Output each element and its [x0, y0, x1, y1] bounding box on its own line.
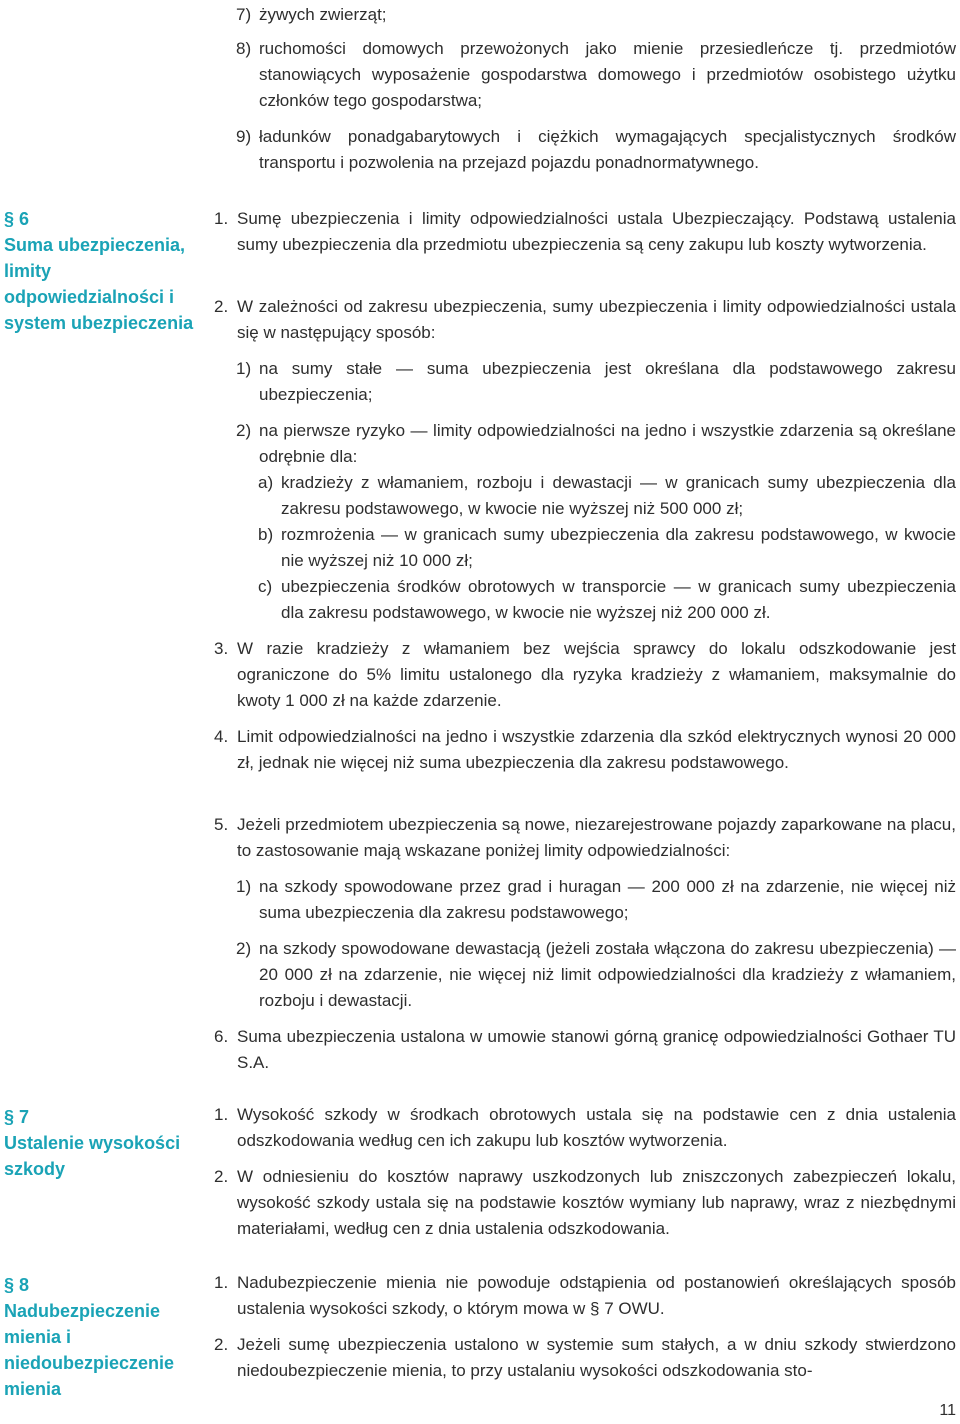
item-number: 1) [236, 877, 252, 896]
section-6-heading [4, 206, 204, 336]
list-item-6-2-1 [236, 356, 956, 408]
paragraph-8-1 [214, 1270, 956, 1322]
page-number: 11 [939, 1402, 956, 1419]
item-text: na szkody spowodowane dewastacją (jeżeli została włączona do zakresu ubezpieczenia) — 20 000 zł na zdarzenie, nie więcej niż limit odpowiedzialności dla kradzieży z włamaniem, rozboju i dewastacji. [259, 939, 956, 1010]
section-number: § 6 [4, 209, 30, 229]
item-text: na pierwsze ryzyko — limity odpowiedzialności na jedno i wszystkie zdarzenia są określane odrębnie dla: [259, 421, 956, 466]
paragraph-text: Jeżeli przedmiotem ubezpieczenia są nowe, niezarejestrowane pojazdy zaparkowane na placu, to zastosowanie mają wskazane poniżej limity odpowiedzialności: [237, 815, 956, 860]
paragraph-7-2 [214, 1164, 956, 1242]
item-text: ładunków ponadgabarytowych i ciężkich wymagających specjalistycznych środków transportu i pozwolenia na przejazd pojazdu ponadnormatywnego. [259, 127, 956, 172]
item-number: 2) [236, 939, 252, 958]
paragraph-text: Limit odpowiedzialności na jedno i wszystkie zdarzenia dla szkód elektrycznych wynosi 20 000 zł, jednak nie więcej niż suma ubezpieczenia dla zakresu podstawowego. [237, 727, 956, 772]
item-text: kradzieży z włamaniem, rozboju i dewastacji — w granicach sumy ubezpieczenia dla zakresu podstawowego, w kwocie nie wyższej niż 500 000 zł; [281, 473, 956, 518]
paragraph-6-1 [214, 206, 956, 258]
paragraph-number: 3. [214, 639, 229, 658]
item-letter: a) [258, 473, 274, 492]
section-number: § 7 [4, 1107, 30, 1127]
paragraph-text: Wysokość szkody w środkach obrotowych ustala się na podstawie cen z dnia ustalenia odszkodowania według cen ich zakupu lub kosztów wytworzenia. [237, 1105, 956, 1150]
paragraph-text: W odniesieniu do kosztów naprawy uszkodzonych lub zniszczonych zabezpieczeń lokalu, wysokość szkody ustala się na podstawie kosztów wymiany lub naprawy, wraz z niezbędnymi materiałami, według cen z dnia ustalenia odszkodowania. [237, 1167, 956, 1238]
list-item-6-2-2-b [258, 522, 956, 574]
item-number: 1) [236, 359, 252, 378]
paragraph-number: 4. [214, 727, 229, 746]
paragraph-text: Sumę ubezpieczenia i limity odpowiedzialności ustala Ubezpieczający. Podstawą ustalenia sumy ubezpieczenia dla przedmiotu ubezpieczenia są ceny zakupu lub koszty wytworzenia. [237, 209, 956, 254]
item-number: 7) [236, 5, 252, 24]
list-item-6-2-2-a [258, 470, 956, 522]
paragraph-6-3 [214, 636, 956, 714]
paragraph-7-1 [214, 1102, 956, 1154]
section-title: Ustalenie wysokości szkody [4, 1133, 181, 1179]
paragraph-text: Suma ubezpieczenia ustalona w umowie stanowi górną granicę odpowiedzialności Gothaer TU S.A. [237, 1027, 956, 1072]
paragraph-number: 6. [214, 1027, 229, 1046]
section-title: Nadubezpieczenie mienia i niedoubezpieczenie mienia [4, 1301, 175, 1399]
paragraph-text: Jeżeli sumę ubezpieczenia ustalono w systemie sum stałych, a w dniu szkody stwierdzono niedoubezpieczenie mienia, to przy ustalaniu wysokości odszkodowania sto- [237, 1335, 956, 1380]
list-item-6-5-1 [236, 874, 956, 926]
paragraph-number: 2. [214, 1335, 229, 1354]
item-text: ubezpieczenia środków obrotowych w transporcie — w granicach sumy ubezpieczenia dla zakresu podstawowego, w kwocie nie wyższej niż 200 000 zł. [281, 577, 956, 622]
list-item-7 [236, 2, 956, 28]
paragraph-number: 2. [214, 297, 229, 316]
list-item-6-2-2-c [258, 574, 956, 626]
item-text: ruchomości domowych przewożonych jako mienie przesiedleńcze tj. przedmiotów stanowiących wyposażenie gospodarstwa domowego i przedmiotów osobistego użytku członków tego gospodarstwa; [259, 39, 956, 110]
item-letter: b) [258, 525, 274, 544]
item-text: na sumy stałe — suma ubezpieczenia jest określana dla podstawowego zakresu ubezpieczenia; [259, 359, 956, 404]
paragraph-6-2 [214, 294, 956, 346]
section-title: Suma ubezpieczenia, limity odpowiedzialności i system ubezpieczenia [4, 235, 194, 333]
section-7-heading [4, 1104, 204, 1182]
paragraph-text: W zależności od zakresu ubezpieczenia, sumy ubezpieczenia i limity odpowiedzialności ustala się w następujący sposób: [237, 297, 956, 342]
list-item-6-5-2 [236, 936, 956, 1014]
item-letter: c) [258, 577, 273, 596]
paragraph-number: 1. [214, 1105, 229, 1124]
item-text: na szkody spowodowane przez grad i huragan — 200 000 zł na zdarzenie, nie więcej niż suma ubezpieczenia dla zakresu podstawowego; [259, 877, 956, 922]
item-text: rozmrożenia — w granicach sumy ubezpieczenia dla zakresu podstawowego, w kwocie nie wyższej niż 10 000 zł; [281, 525, 956, 570]
paragraph-text: Nadubezpieczenie mienia nie powoduje odstąpienia od postanowień określających sposób ustalenia wysokości szkody, o którym mowa w § 7 OWU. [237, 1273, 956, 1318]
paragraph-6-4 [214, 724, 956, 776]
item-number: 9) [236, 127, 252, 146]
list-item-6-2-2 [236, 418, 956, 470]
item-text: żywych zwierząt; [259, 5, 387, 24]
list-item-8 [236, 36, 956, 114]
section-8-heading [4, 1272, 204, 1402]
paragraph-8-2 [214, 1332, 956, 1384]
paragraph-number: 5. [214, 815, 229, 834]
paragraph-text: W razie kradzieży z włamaniem bez wejścia sprawcy do lokalu odszkodowanie jest ograniczone do 5% limitu ustalonego dla ryzyka kradzieży z włamaniem, maksymalnie do kwoty 1 000 zł na każde zdarzenie. [237, 639, 956, 710]
paragraph-number: 1. [214, 209, 229, 228]
list-item-9 [236, 124, 956, 176]
paragraph-6-6 [214, 1024, 956, 1076]
paragraph-6-5 [214, 812, 956, 864]
item-number: 2) [236, 421, 252, 440]
paragraph-number: 1. [214, 1273, 229, 1292]
item-number: 8) [236, 39, 252, 58]
section-number: § 8 [4, 1275, 30, 1295]
paragraph-number: 2. [214, 1167, 229, 1186]
